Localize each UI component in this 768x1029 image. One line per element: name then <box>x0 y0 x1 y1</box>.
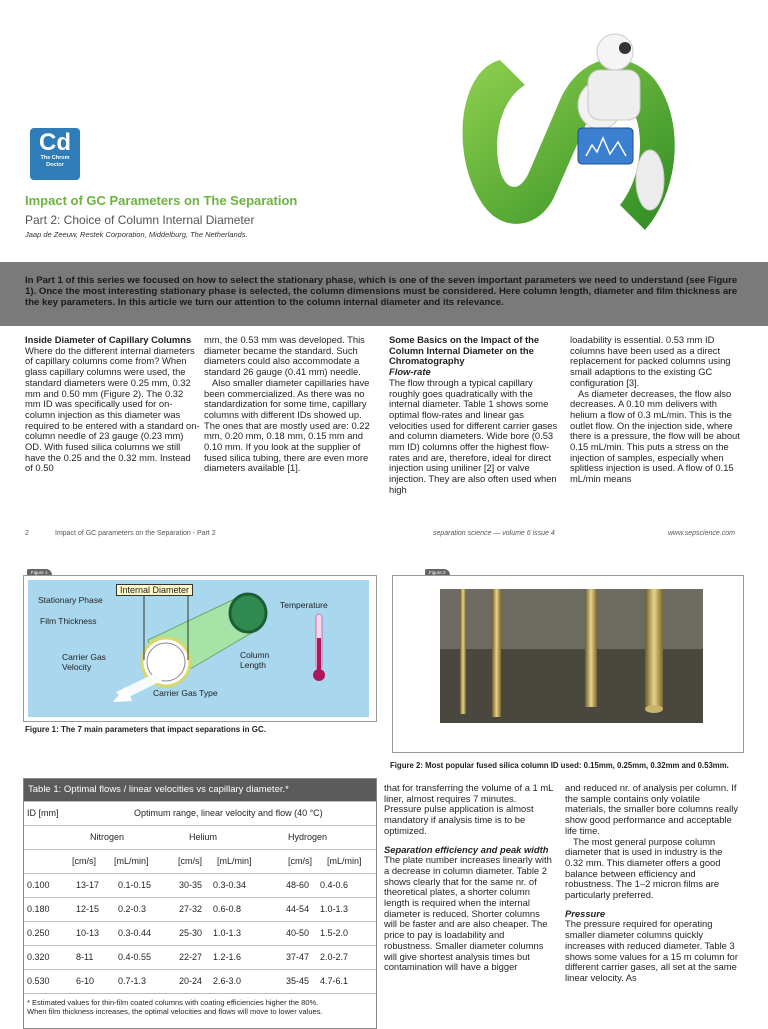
figure2-tag: Figure 2 <box>425 569 450 576</box>
paragraph: The plate number increases linearly with a decrease in column diameter. Table 2 shows clearly that for the same nr. of theoretical plates, a shorter column length is required when the internal diameter is reduced. Shorter columns will be faster and are also cheaper. The price to pay is loadability and robustness. Smaller diameter columns will give shortest analysis times but contamination will have a bigger <box>384 854 552 973</box>
intro-text: In Part 1 of this series we focused on how to select the stationary phase, which is one of the seven important parameters we need to understand (see Figure 1). Once the most interesting stationary phase is selected, the column dimensions must be considered. Here column length, diameter and film thickness are the key parameters. In this article we turn our attention to the column internal diameter and its relevance. <box>25 275 738 308</box>
cell-he-flow: 0.6-0.8 <box>213 904 242 914</box>
logo-line2: Doctor <box>46 162 64 168</box>
range-header: Optimum range, linear velocity and flow (40 °C) <box>134 808 323 818</box>
paragraph: mm, the 0.53 mm was developed. This diameter became the standard. Such diameters could also accommodate a standard 26 gauge (0.41 mm) needle. <box>204 334 365 378</box>
cell-n2-vel: 12-15 <box>76 904 100 914</box>
cell-n2-flow: 0.3-0.44 <box>118 928 152 938</box>
cell-he-vel: 22-27 <box>179 952 203 962</box>
doctor-illustration <box>440 30 690 260</box>
cell-id: 0.320 <box>27 952 50 962</box>
section-heading: Inside Diameter of Capillary Columns <box>25 334 192 345</box>
cell-h2-vel: 35-45 <box>286 976 310 986</box>
table1-title: Table 1: Optimal flows / linear velocities vs capillary diameter.* <box>24 779 376 801</box>
paragraph: Where do the different internal diameters of capillary columns come from? When glass capillary columns were used, the standard diameters were 0.25 mm, 0.32 mm and 0.50 mm (Figure 2). The 0.32 mm ID was specifically used for on-column injection as this diameter was required to be entered with a standard on-column needle of 23 gauge (0.23 mm) OD. With fused silica columns we still have the 0.25 and the 0.32 mm. Instead of 0.50 <box>25 344 200 474</box>
paragraph: that for transferring the volume of a 1 mL liner, almost requires 7 minutes. Pressure pulse application is almost mandatory if analysis time is to be optimized. <box>384 782 554 836</box>
unit-header: [cm/s] <box>288 856 312 866</box>
cell-he-flow: 2.6-3.0 <box>213 976 242 986</box>
cell-he-vel: 30-35 <box>179 880 203 890</box>
article-subtitle: Part 2: Choice of Column Internal Diameter <box>25 213 255 227</box>
column-4 <box>570 335 746 485</box>
cell-h2-vel: 40-50 <box>286 928 310 938</box>
cell-he-flow: 0.3-0.34 <box>213 880 247 890</box>
cell-h2-vel: 44-54 <box>286 904 310 914</box>
paragraph: As diameter decreases, the flow also decreases. A 0.10 mm delivers with helium a flow of 0.3 mL/min. This is the outlet flow. On the injection side, where there is a pressure, the flow will be about 0.15 mL/min. This puts a stress on the injection of samples, especially when splitless injection is used. A flow of 0.15 mL/min means <box>570 387 740 485</box>
gas-header: Nitrogen <box>90 832 125 842</box>
unit-header: [cm/s] <box>72 856 96 866</box>
column-3 <box>389 335 565 496</box>
cell-n2-vel: 13-17 <box>76 880 100 890</box>
table1 <box>23 778 377 1029</box>
table-row <box>24 921 376 945</box>
paragraph: Also smaller diameter capillaries have been commercialized. As there was no standardization for some time, capillary columns with different IDs showed up. The ones that are mostly used are: 0.22 mm, 0.20 mm, 0.18 mm, 0.15 mm and 0.10 mm. If you look at the supplier of fused silica tubing, there are even more diameters available [1]. <box>204 376 370 474</box>
cell-h2-flow: 2.0-2.7 <box>320 952 349 962</box>
label-carrier-gas-velocity-2: Velocity <box>62 662 92 672</box>
column-5 <box>384 783 554 973</box>
section-heading: Pressure <box>565 907 606 919</box>
cell-n2-vel: 10-13 <box>76 928 100 938</box>
id-header: ID [mm] <box>27 808 59 818</box>
cell-n2-flow: 0.2-0.3 <box>118 904 147 914</box>
table-gas-row <box>24 825 376 849</box>
cell-h2-flow: 0.4-0.6 <box>320 880 349 890</box>
journal-info: separation science — volume 6 issue 4 <box>433 530 555 537</box>
cell-id: 0.100 <box>27 880 50 890</box>
cell-he-flow: 1.0-1.3 <box>213 928 242 938</box>
column-1 <box>25 335 201 474</box>
column-6 <box>565 783 743 984</box>
paragraph: loadability is essential. 0.53 mm ID columns have been used as a direct replacement for packed columns using small adaptions to the existing GC configuration [3]. <box>570 334 731 388</box>
cell-h2-flow: 4.7-6.1 <box>320 976 349 986</box>
label-column-length-1: Column <box>240 650 270 660</box>
figure1-diagram <box>28 580 369 717</box>
table-note: * Estimated values for thin-film coated columns with coating efficiencies higher the 80%. <box>27 998 319 1007</box>
table-row <box>24 945 376 969</box>
cell-n2-flow: 0.7-1.3 <box>118 976 147 986</box>
cell-id: 0.250 <box>27 928 50 938</box>
cell-id: 0.530 <box>27 976 50 986</box>
figure2-caption: Figure 2: Most popular fused silica column ID used: 0.15mm, 0.25mm, 0.32mm and 0.53mm. <box>390 761 729 770</box>
table-row <box>24 969 376 993</box>
figure1-caption: Figure 1: The 7 main parameters that impact separations in GC. <box>25 725 266 734</box>
page-number: 2 <box>25 530 29 537</box>
cell-he-vel: 20-24 <box>179 976 203 986</box>
subheading: Flow-rate <box>389 366 431 378</box>
figure1-tag: Figure 1 <box>27 569 52 576</box>
figure2-photo <box>440 589 703 723</box>
table-row <box>24 873 376 897</box>
cell-n2-vel: 8-11 <box>76 952 94 962</box>
column-2 <box>204 335 380 474</box>
byline: Jaap de Zeeuw, Restek Corporation, Middelburg, The Netherlands. <box>25 230 248 239</box>
unit-header: [mL/min] <box>217 856 252 866</box>
running-title: Impact of GC parameters on the Separation - Part 2 <box>55 530 216 537</box>
label-column-length-2: Length <box>240 660 266 670</box>
logo-symbol: Cd <box>39 129 71 156</box>
cell-n2-vel: 6-10 <box>76 976 95 986</box>
cell-n2-flow: 0.1-0.15 <box>118 880 152 890</box>
logo-line1: The Chrom <box>40 155 70 161</box>
article-title: Impact of GC Parameters on The Separation <box>25 193 298 208</box>
table-note: When film thickness increases, the optimal velocities and flows will move to lower values. <box>27 1007 323 1016</box>
cell-he-flow: 1.2-1.6 <box>213 952 242 962</box>
gas-header: Hydrogen <box>288 832 328 842</box>
unit-header: [mL/min] <box>327 856 362 866</box>
column-photo-graphic <box>440 589 703 723</box>
label-temperature: Temperature <box>280 600 328 610</box>
cell-h2-flow: 1.5-2.0 <box>320 928 349 938</box>
cell-he-vel: 25-30 <box>179 928 203 938</box>
cell-h2-flow: 1.0-1.3 <box>320 904 349 914</box>
unit-header: [mL/min] <box>114 856 149 866</box>
unit-header: [cm/s] <box>178 856 202 866</box>
cell-h2-vel: 37-47 <box>286 952 310 962</box>
label-stationary-phase: Stationary Phase <box>38 595 103 605</box>
paragraph: The most general purpose column diameter that is used in industry is the 0.32 mm. This diameter offers a good balance between efficiency and robustness. The 1–2 micron films are particularly preferred. <box>565 835 723 901</box>
table-row <box>24 897 376 921</box>
gas-header: Helium <box>189 832 218 842</box>
label-carrier-gas-velocity-1: Carrier Gas <box>62 652 106 662</box>
table-notes <box>24 993 376 1028</box>
section-heading: Separation efficiency and peak width <box>384 843 549 855</box>
cell-n2-flow: 0.4-0.55 <box>118 952 152 962</box>
paragraph: The pressure required for operating smaller diameter columns quickly increases with reduced diameter. Table 3 shows some values for a 15 m column for different carrier gases, all set at the same linear velocity. As <box>565 918 738 983</box>
cell-h2-vel: 48-60 <box>286 880 310 890</box>
cell-id: 0.180 <box>27 904 50 914</box>
table-header-row <box>24 801 376 825</box>
paragraph: The flow through a typical capillary roughly goes quadratically with the internal diameter. Table 1 shows some optimal flow-rates and linear gas velocities used for different carrier gases and column diameters. Wide bore (0.53 mm ID) columns offer the highest flow-rates and are, therefore, ideal for direct injection using uniliner [2] or valve injection. They are also often used when high <box>389 376 558 495</box>
label-internal-diameter: Internal Diameter <box>116 584 193 596</box>
cell-he-vel: 27-32 <box>179 904 203 914</box>
section-heading: Some Basics on the Impact of the Column Internal Diameter on the Chromatography <box>389 334 540 367</box>
label-film-thickness: Film Thickness <box>40 616 97 626</box>
table-units-row <box>24 849 376 873</box>
paragraph: and reduced nr. of analysis per column. If the sample contains only volatile materials, the smaller bore columns really show good performance and acceptable life time. <box>565 782 738 836</box>
label-carrier-gas-type: Carrier Gas Type <box>153 688 218 698</box>
journal-url: www.sepscience.com <box>668 530 735 537</box>
chrom-doctor-logo <box>30 128 80 180</box>
